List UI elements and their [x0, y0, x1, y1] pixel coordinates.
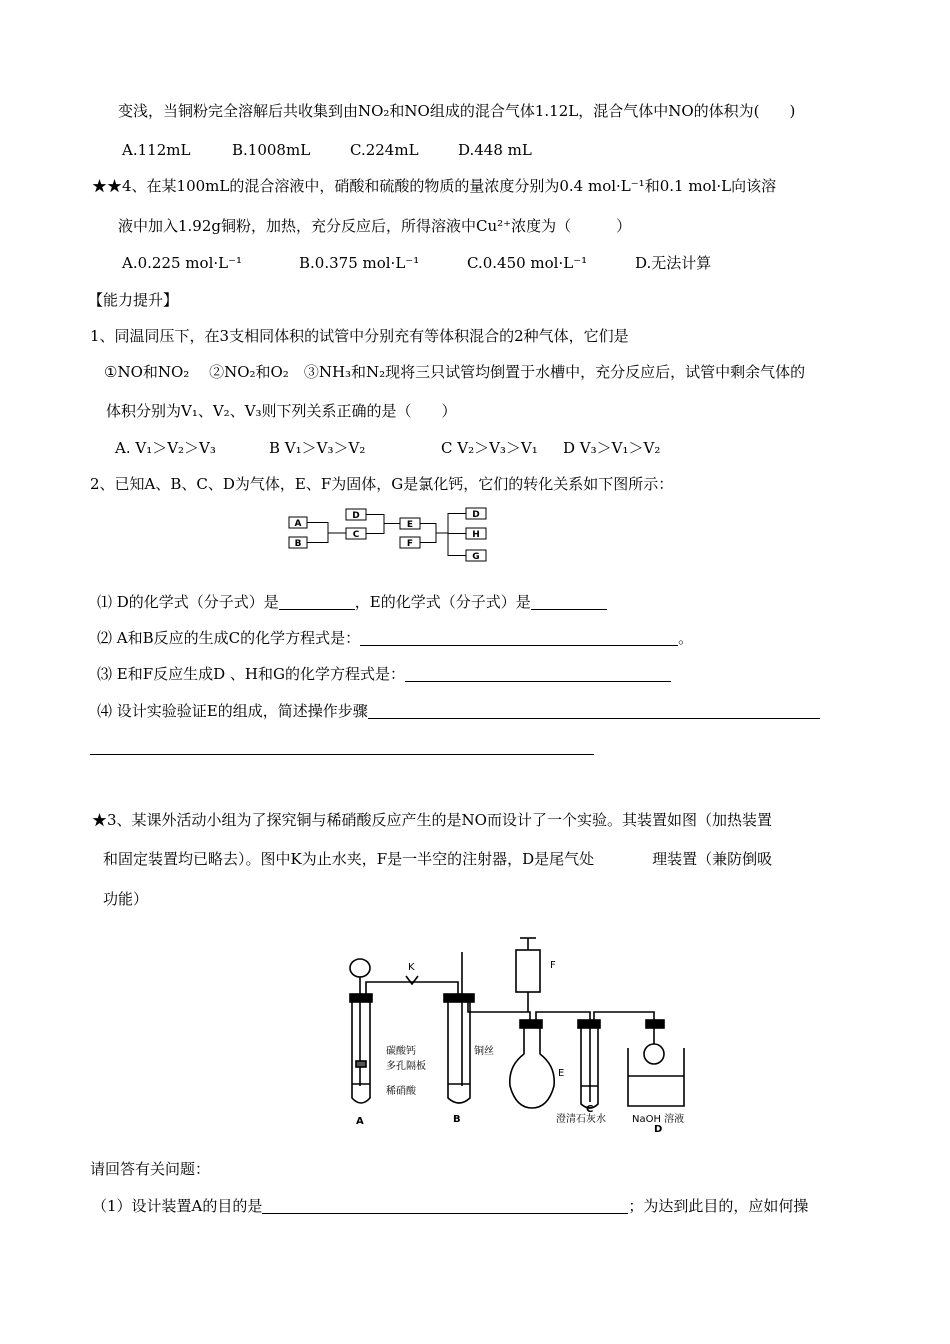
line2-part1: 和固定装置均已略去）。图中K为止水夹，F是一半空的注射器，D是尾气处: [103, 850, 595, 868]
label-cu: 铜丝: [474, 1046, 494, 1057]
line2-part2: 理装置（兼防倒吸: [652, 850, 773, 868]
box-f: F: [406, 539, 414, 549]
problem-2-sub3: [97, 664, 671, 684]
option-a: A.0.225 mol·L⁻¹: [122, 254, 243, 272]
label-k: K: [408, 962, 415, 973]
problem-3-line3: 功能）: [103, 890, 149, 908]
option-c: C V₂＞V₃＞V₁: [441, 439, 538, 457]
label-c: C: [586, 1104, 594, 1115]
answer-blank-purpose[interactable]: [262, 1197, 628, 1214]
problem-2-line1: 2、已知A、B、C、D为气体，E、F为固体，G是氯化钙，它们的转化关系如下图所示：: [90, 475, 674, 493]
apparatus-figure: [328, 936, 720, 1132]
answer-blank-steps[interactable]: [368, 702, 820, 719]
label-naoh: NaOH 溶液: [632, 1114, 685, 1125]
box-e: E: [406, 520, 414, 530]
option-c: C.224mL: [350, 141, 419, 159]
problem-2-sub2: [97, 628, 693, 648]
option-d: D V₃＞V₁＞V₂: [563, 439, 661, 457]
sub1-text-e: ，E的化学式（分子式）是: [354, 593, 531, 611]
conversion-diagram: [286, 505, 496, 569]
problem-3-prompt: 请回答有关问题：: [90, 1160, 211, 1178]
label-d: D: [654, 1124, 663, 1132]
label-b: B: [453, 1114, 461, 1125]
question-4-line1: ★★4、在某100mL的混合溶液中，硝酸和硫酸的物质的量浓度分别为0.4 mol·L⁻¹和0.1 mol·L向该溶: [92, 177, 777, 195]
problem-3-line1: ★3、某课外活动小组为了探究铜与稀硝酸反应产生的是NO而设计了一个实验。其装置如图（加热装置: [92, 811, 772, 829]
problem-1-line2: ①NO和NO₂ ②NO₂和O₂ ③NH₃和N₂现将三只试管均倒置于水槽中，充分反应后，试管中剩余气体的: [104, 363, 806, 381]
sub1-text-cont: ；为达到此目的，应如何操: [628, 1197, 809, 1215]
box-a: A: [294, 519, 302, 529]
answer-blank-e[interactable]: [531, 593, 607, 610]
answer-blank-steps-cont[interactable]: [90, 754, 594, 755]
sub1-text-d: ⑴ D的化学式（分子式）是: [97, 593, 279, 611]
sub2-end: 。: [678, 629, 694, 647]
section-title: 【能力提升】: [88, 291, 179, 309]
question-prev-line: 变浅，当铜粉完全溶解后共收集到由NO₂和NO组成的混合气体1.12L，混合气体中NO的体积为( ): [118, 102, 796, 120]
box-g: G: [472, 552, 480, 562]
option-b: B.0.375 mol·L⁻¹: [299, 254, 420, 272]
problem-1-line1: 1、同温同压下，在3支相同体积的试管中分别充有等体积混合的2种气体，它们是: [90, 327, 629, 345]
problem-1-line3: 体积分别为V₁、V₂、V₃则下列关系正确的是（ ）: [106, 402, 457, 420]
answer-blank-equation-dhg[interactable]: [405, 665, 671, 682]
box-b: B: [294, 539, 302, 549]
sub4-text: ⑷ 设计实验验证E的组成，简述操作步骤: [97, 702, 368, 720]
box-c: C: [352, 530, 360, 540]
option-c: C.0.450 mol·L⁻¹: [467, 254, 588, 272]
question-4-line2: 液中加入1.92g铜粉，加热，充分反应后，所得溶液中Cu²⁺浓度为（ ）: [118, 217, 632, 235]
box-d: D: [352, 511, 360, 521]
option-d: D.448 mL: [458, 141, 532, 159]
problem-3-line2: [103, 849, 772, 869]
problem-3-sub1: [92, 1196, 808, 1216]
label-limewater: 澄清石灰水: [556, 1114, 606, 1125]
sub3-text: ⑶ E和F反应生成D 、H和G的化学方程式是：: [97, 665, 405, 683]
option-a: A. V₁＞V₂＞V₃: [115, 439, 216, 457]
problem-1-options: [115, 438, 660, 458]
label-hno3: 稀硝酸: [386, 1086, 416, 1097]
problem-2-sub4: [97, 701, 820, 721]
question-4-options: [122, 253, 711, 273]
option-b: B V₁＞V₃＞V₂: [269, 439, 366, 457]
option-a: A.112mL: [122, 141, 191, 159]
problem-2-sub1: [97, 592, 607, 612]
answer-blank-equation-c[interactable]: [360, 629, 678, 646]
answer-blank-d[interactable]: [279, 593, 355, 610]
box-d-product: D: [472, 510, 480, 520]
label-e: E: [558, 1068, 565, 1079]
label-a: A: [356, 1116, 364, 1127]
box-h: H: [472, 530, 480, 540]
option-d: D.无法计算: [635, 254, 712, 272]
sub1-text: （1）设计装置A的目的是: [92, 1197, 263, 1215]
label-plate: 多孔隔板: [386, 1061, 426, 1072]
option-b: B.1008mL: [232, 141, 311, 159]
sub2-text: ⑵ A和B反应的生成C的化学方程式是：: [97, 629, 361, 647]
label-caco3: 碳酸钙: [386, 1046, 416, 1057]
label-f: F: [550, 960, 556, 971]
question-prev-options: [122, 140, 532, 160]
